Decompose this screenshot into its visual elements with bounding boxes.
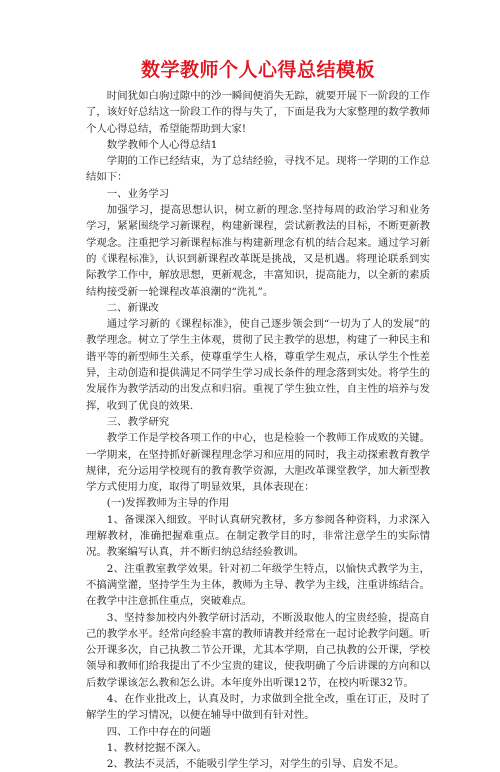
document-title: 数学教师个人心得总结模板 [140,59,375,81]
section-heading: 三、教学研究 [106,415,170,428]
paragraph: 加强学习，提高思想认识，树立新的理念.坚持每周的政治学习和业务学习，紧紧围绕学习新课程，构建新课程，尝试新教法的目标，不断更新教学观念。注重把学习新课程标准与构建新理念有机的结合起来。通过学习新的《课程标准》，认识到新课程改革既是挑战，又是机遇。将理论联系到实际教学工作中，解放思想，更新观念，丰富知识，提高能力，以全新的素质结构接受新一轮课程改革浪潮的“洗礼”。 [86,204,430,298]
section-heading: 二、新课改 [106,301,159,314]
list-item: 2、注重教室教学效果。针对初二年级学生特点，以愉快式教学为主，不搞满堂灌，坚持学生为主体，教师为主导、教学为主线，注重讲练结合。在教学中注意抓住重点，突破难点。 [86,562,430,608]
section-heading: 数学教师个人心得总结1 [106,138,218,151]
list-item: 1、教材挖掘不深入。 [106,741,207,754]
sub-heading: (一)发挥教师为主导的作用 [106,497,230,510]
document-body [86,88,430,772]
section-heading: 一、业务学习 [106,187,170,200]
list-item: 2、教法不灵活，不能吸引学生学习，对学生的引导、启发不足。 [106,758,405,771]
paragraph: 学期的工作已经结束，为了总结经验，寻找不足。现将一学期的工作总结如下： [86,155,430,184]
paragraph: 通过学习新的《课程标准》，使自己逐步领会到“一切为了人的发展”的教学理念。树立了学生主体观，贯彻了民主教学的思想，构建了一种民主和谐平等的新型师生关系，使尊重学生人格，尊重学生观点，承认学生个性差异，主动创造和提供满足不同学生学习成长条件的理念落到实处。将学生的发展作为教学活动的出发点和归宿。重视了学生独立性，自主性的培养与发挥，收到了优良的效果. [86,318,430,412]
list-item: 1、备课深入细致。平时认真研究教材，多方参阅各种资料，力求深入理解教材，准确把握难重点。在制定教学目的时，非常注意学生的实际情况。教案编写认真，并不断归纳总结经验教训。 [86,513,430,559]
paragraph: 教学工作是学校各项工作的中心，也是检验一个教师工作成败的关键。一学期来，在坚持抓好新课程理念学习和应用的同时，我主动探索教育教学规律，充分运用学校现有的教育教学资源，大胆改革课堂教学，加大新型教学方式使用力度，取得了明显效果，具体表现在： [86,432,430,494]
section-heading: 四、工作中存在的问题 [106,725,211,738]
intro-paragraph: 时间犹如白驹过隙中的沙一瞬间便消失无踪，就要开展下一阶段的工作了，该好好总结这一阶段工作的得与失了，下面是我为大家整理的数学教师个人心得总结，希望能帮助到大家! [86,90,430,135]
list-item: 4、在作业批改上，认真及时，力求做到全批全改，重在订正，及时了解学生的学习情况，以便在辅导中做到有针对性。 [86,692,430,722]
list-item: 3、坚持参加校内外教学研讨活动，不断汲取他人的宝贵经验，提高自己的教学水平。经常向经验丰富的教师请教并经常在一起讨论教学问题。听公开课多次，自己执教二节公开课，尤其本学期，自己执教的公开课，学校领导和教师们给我提出了不少宝贵的建议，使我明确了今后讲课的方向和以后数学课该怎么教和怎么讲。本年度外出听课12节，在校内听课32节。 [86,611,430,689]
